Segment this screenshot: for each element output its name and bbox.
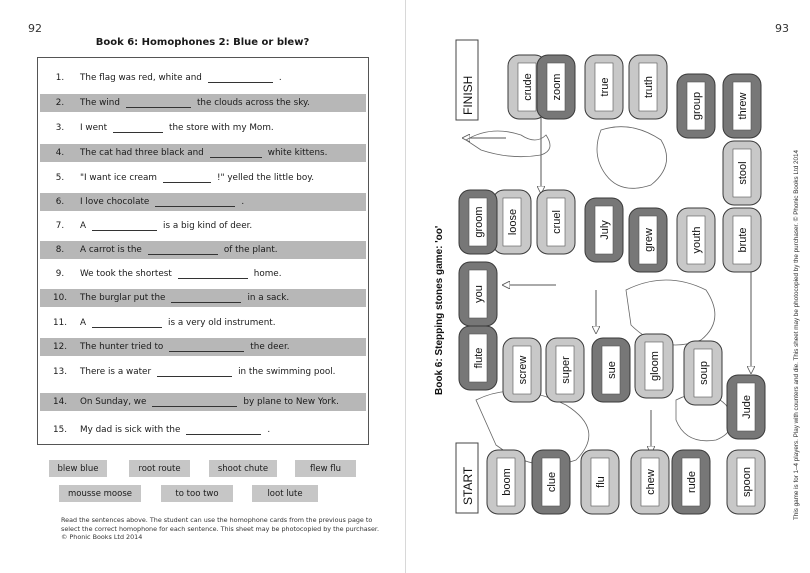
stone-clue[interactable] (532, 450, 570, 514)
answer-blank[interactable] (208, 73, 273, 83)
sentence-text-after: is a big kind of deer. (163, 221, 253, 231)
sentence-text-after: home. (253, 269, 282, 279)
sentence-text-before: A carrot is the (80, 245, 142, 255)
homophone-card[interactable]: root route (129, 460, 190, 477)
stone-you[interactable] (459, 262, 497, 326)
stone-sue[interactable] (592, 338, 630, 402)
stone-word: super (560, 356, 572, 384)
sentence-text-after: in a sack. (247, 293, 290, 303)
stone-word: threw (737, 92, 749, 120)
stone-zoom[interactable] (537, 55, 575, 119)
stone-word: spoon (741, 467, 753, 497)
stones-group (459, 55, 765, 514)
sentence-text-after: white kittens. (267, 148, 328, 158)
stone-rude[interactable] (672, 450, 710, 514)
stone-threw[interactable] (723, 74, 761, 138)
sentence-text-before: A (80, 221, 87, 231)
answer-blank[interactable] (92, 221, 157, 231)
sentence-number: 10. (53, 293, 67, 303)
stone-word: brute (737, 227, 749, 253)
stone-brute[interactable] (723, 208, 761, 272)
stone-youth[interactable] (677, 208, 715, 272)
sentence-text-after: . (278, 73, 282, 83)
stone-gloom[interactable] (635, 334, 673, 398)
stone-flu[interactable] (581, 450, 619, 514)
finish-label: FINISH (461, 75, 475, 115)
sentence-text-after: by plane to New York. (243, 397, 339, 407)
sentence-text-before: On Sunday, we (80, 397, 147, 407)
sentence-text-before: We took the shortest (80, 269, 172, 279)
sentence-text-before: I went (80, 123, 108, 133)
sentence-text-after: !" yelled the little boy. (216, 173, 315, 183)
stone-word: flu (595, 476, 607, 488)
answer-blank[interactable] (92, 318, 162, 328)
sentence-text-after: the store with my Mom. (169, 123, 274, 133)
stone-true[interactable] (585, 55, 623, 119)
sentence-number: 12. (53, 342, 67, 352)
worksheet-title: Book 6: Homophones 2: Blue or blew? (95, 37, 310, 48)
stone-word: sue (606, 361, 618, 379)
stone-stool[interactable] (723, 141, 761, 205)
sentence-row (40, 393, 366, 411)
stone-grew[interactable] (629, 208, 667, 272)
sentence-row (40, 94, 366, 112)
stone-screw[interactable] (503, 338, 541, 402)
stone-word: gloom (649, 351, 661, 381)
stone-word: loose (507, 208, 519, 236)
stone-word: groom (473, 206, 485, 238)
sentence-number: 14. (53, 397, 67, 407)
homophone-card[interactable]: to too two (161, 485, 233, 502)
sentence-text-after: of the plant. (223, 245, 278, 255)
sentence-number: 15. (53, 425, 67, 435)
sentence-number: 2. (55, 98, 65, 108)
sentence-text-before: The flag was red, white and (80, 73, 202, 83)
homophone-card[interactable]: loot lute (252, 485, 318, 502)
sentence-text-before: A (80, 318, 87, 328)
stone-word: group (691, 91, 703, 121)
sentence-text-before: I love chocolate (80, 197, 150, 207)
homophone-card[interactable]: mousse moose (59, 485, 141, 502)
stone-group[interactable] (677, 74, 715, 138)
sentence-row (40, 193, 366, 211)
sentence-number: 8. (55, 245, 65, 255)
sentence-row (40, 169, 366, 187)
sentence-number: 13. (53, 367, 67, 377)
stone-cruel[interactable] (537, 190, 575, 254)
sentence-text-after: the deer. (250, 342, 290, 352)
sentence-number: 11. (53, 318, 67, 328)
right-page (405, 0, 810, 573)
stone-boom[interactable] (487, 450, 525, 514)
sentence-text-before: The burglar put the (80, 293, 166, 303)
frog-illustration (597, 127, 667, 189)
sentence-number: 3. (55, 123, 65, 133)
game-instructions: This game is for 1–4 players. Play with counters and die. This sheet may be photocopied by the purchaser. © Phonic Books Ltd 2014 (793, 150, 800, 520)
start-label: START (461, 466, 475, 505)
stepping-stones-board (406, 0, 810, 573)
sentence-number: 1. (55, 73, 65, 83)
answer-blank[interactable] (152, 397, 237, 407)
answer-blank[interactable] (210, 148, 262, 158)
sentence-row (40, 144, 366, 162)
sentence-row (40, 314, 366, 332)
answer-blank[interactable] (155, 197, 235, 207)
sentence-row (40, 363, 366, 381)
worksheet-footnote: Read the sentences above. The student can use the homophone cards from the previous page to select the correct homophone for each sentence. This sheet may be photocopied by the purchaser. © Phonic Books Ltd 2014 (61, 516, 379, 541)
stone-word: true (599, 77, 611, 97)
stone-word: clue (546, 471, 558, 493)
stone-word: you (473, 285, 485, 303)
sentence-number: 9. (55, 269, 65, 279)
sentence-row (40, 265, 366, 283)
sentence-text-before: The wind (80, 98, 120, 108)
answer-blank[interactable] (186, 425, 261, 435)
stone-groom[interactable] (459, 190, 497, 254)
sentence-row (40, 69, 366, 87)
stone-spoon[interactable] (727, 450, 765, 514)
sentence-sheet (37, 57, 369, 445)
homophone-card[interactable]: shoot chute (209, 460, 277, 477)
stone-flute[interactable] (459, 326, 497, 390)
sentence-row (40, 338, 366, 356)
sentence-text-after: . (267, 425, 271, 435)
sentence-row (40, 241, 366, 259)
sentence-text-before: The hunter tried to (80, 342, 164, 352)
sentence-row (40, 289, 366, 307)
creature-illustrations (466, 127, 732, 465)
answer-blank[interactable] (148, 245, 218, 255)
game-title: Book 6: Stepping stones game: 'oo' (434, 225, 445, 395)
stone-word: grew (643, 228, 655, 252)
sentence-number: 7. (55, 221, 65, 231)
fish-illustration (626, 280, 715, 345)
sentence-text-after: is a very old instrument. (168, 318, 276, 328)
stone-word: July (599, 220, 611, 240)
stone-truth[interactable] (629, 55, 667, 119)
stone-word: zoom (551, 73, 563, 101)
start-box (456, 443, 478, 513)
stone-jude[interactable] (727, 375, 765, 439)
stone-word: screw (517, 355, 529, 385)
finish-box (456, 40, 478, 120)
sentence-number: 5. (55, 173, 65, 183)
sentence-text-after: in the swimming pool. (238, 367, 336, 377)
stone-word: Jude (741, 395, 753, 419)
sentence-text-before: "I want ice cream (80, 173, 157, 183)
stone-word: stool (737, 161, 749, 185)
stone-july[interactable] (585, 198, 623, 262)
sentence-text-after: . (241, 197, 245, 207)
stone-word: flute (473, 347, 485, 369)
stone-word: boom (501, 468, 513, 496)
sentence-text-before: The cat had three black and (80, 148, 204, 158)
stone-chew[interactable] (631, 450, 669, 514)
sentence-row (40, 119, 366, 137)
sentence-number: 4. (55, 148, 65, 158)
lizard-illustration (466, 131, 550, 157)
stone-word: chew (645, 469, 657, 495)
sentence-row (40, 217, 366, 235)
stone-word: truth (643, 75, 655, 99)
answer-blank[interactable] (178, 269, 248, 279)
stone-super[interactable] (546, 338, 584, 402)
page-number-right: 93 (775, 22, 789, 35)
sentence-text-after: the clouds across the sky. (196, 98, 310, 108)
stone-word: soup (698, 361, 710, 385)
sentence-number: 6. (55, 197, 65, 207)
stone-word: crude (522, 73, 534, 101)
stone-soup[interactable] (684, 341, 722, 405)
stone-loose[interactable] (493, 190, 531, 254)
answer-blank[interactable] (157, 367, 232, 377)
stone-word: rude (686, 470, 698, 494)
answer-blank[interactable] (113, 123, 163, 133)
sentence-text-before: My dad is sick with the (80, 425, 181, 435)
homophone-card[interactable]: blew blue (49, 460, 107, 477)
sentence-row (40, 421, 366, 439)
homophone-card[interactable]: flew flu (295, 460, 356, 477)
sentence-text-before: There is a water (80, 367, 152, 377)
stone-word: youth (691, 226, 703, 254)
answer-blank[interactable] (169, 342, 244, 352)
page-number-left: 92 (28, 22, 42, 35)
stone-word: cruel (551, 210, 563, 234)
answer-blank[interactable] (163, 173, 211, 183)
answer-blank[interactable] (126, 98, 191, 108)
answer-blank[interactable] (171, 293, 241, 303)
